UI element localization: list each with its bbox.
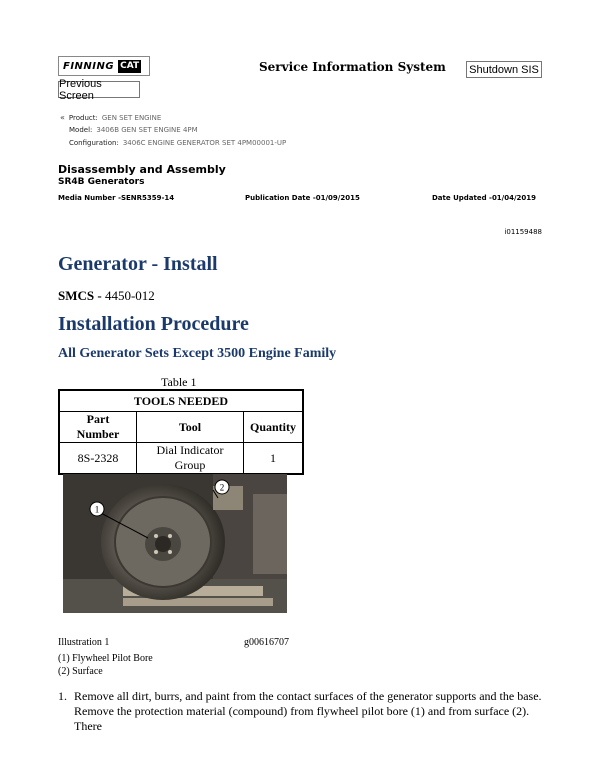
cat-badge: CAT xyxy=(120,60,140,71)
section-subtitle: SR4B Generators xyxy=(58,177,145,187)
step-number: 1. xyxy=(58,689,67,703)
document-id: i01159488 xyxy=(504,228,542,236)
illustration-caption: Illustration 1 xyxy=(58,637,110,648)
tools-table xyxy=(58,389,304,475)
generator-flywheel-photo xyxy=(63,474,287,613)
photo-drawing xyxy=(63,474,287,613)
legend-item: (1) Flywheel Pilot Bore xyxy=(58,653,153,664)
product-line: « Product: GEN SET ENGINE xyxy=(60,113,162,122)
shutdown-sis-button[interactable]: Shutdown SIS xyxy=(466,61,542,78)
procedure-step xyxy=(58,689,544,734)
date-updated: Date Updated -01/04/2019 xyxy=(432,194,537,202)
procedure-title: Generator - Install xyxy=(58,253,218,275)
table-cell: Dial Indicator Group xyxy=(137,443,244,475)
step-text: Remove all dirt, burrs, and paint from the contact surfaces of the generator supports and the base. Remove the protection material (compound) from flywheel pilot bore (1) and from surface (2). There xyxy=(74,689,542,733)
illustration-code: g00616707 xyxy=(244,637,289,648)
callout-1: 1 xyxy=(94,504,100,515)
logo-text: FINNING xyxy=(63,60,115,72)
legend-item: (2) Surface xyxy=(58,666,103,677)
table-row xyxy=(59,443,303,475)
previous-screen-button[interactable]: Previous Screen xyxy=(58,81,140,98)
section-title: Disassembly and Assembly xyxy=(58,163,226,176)
table-caption: Table 1 xyxy=(161,375,197,389)
smcs-code: SMCS - 4450-012 xyxy=(58,288,155,303)
installation-procedure-heading: Installation Procedure xyxy=(58,313,249,335)
publication-date: Publication Date -01/09/2015 xyxy=(245,194,360,202)
page-title: Service Information System xyxy=(259,60,446,74)
table-cell: 1 xyxy=(244,443,304,475)
configuration-line: Configuration: 3406C ENGINE GENERATOR SET 4PM00001-UP xyxy=(69,139,287,147)
column-header: Quantity xyxy=(244,412,304,443)
subheading: All Generator Sets Except 3500 Engine Family xyxy=(58,346,337,361)
table-title: TOOLS NEEDED xyxy=(59,390,303,412)
media-number: Media Number -SENR5359-14 xyxy=(58,194,175,202)
table-cell: 8S-2328 xyxy=(59,443,137,475)
column-header: Tool xyxy=(137,412,244,443)
chevron-left-double-icon[interactable]: « xyxy=(60,113,65,122)
column-header: Part Number xyxy=(59,412,137,443)
callout-2: 2 xyxy=(219,482,225,493)
finning-cat-logo xyxy=(58,56,150,76)
model-line: Model: 3406B GEN SET ENGINE 4PM xyxy=(69,126,198,134)
